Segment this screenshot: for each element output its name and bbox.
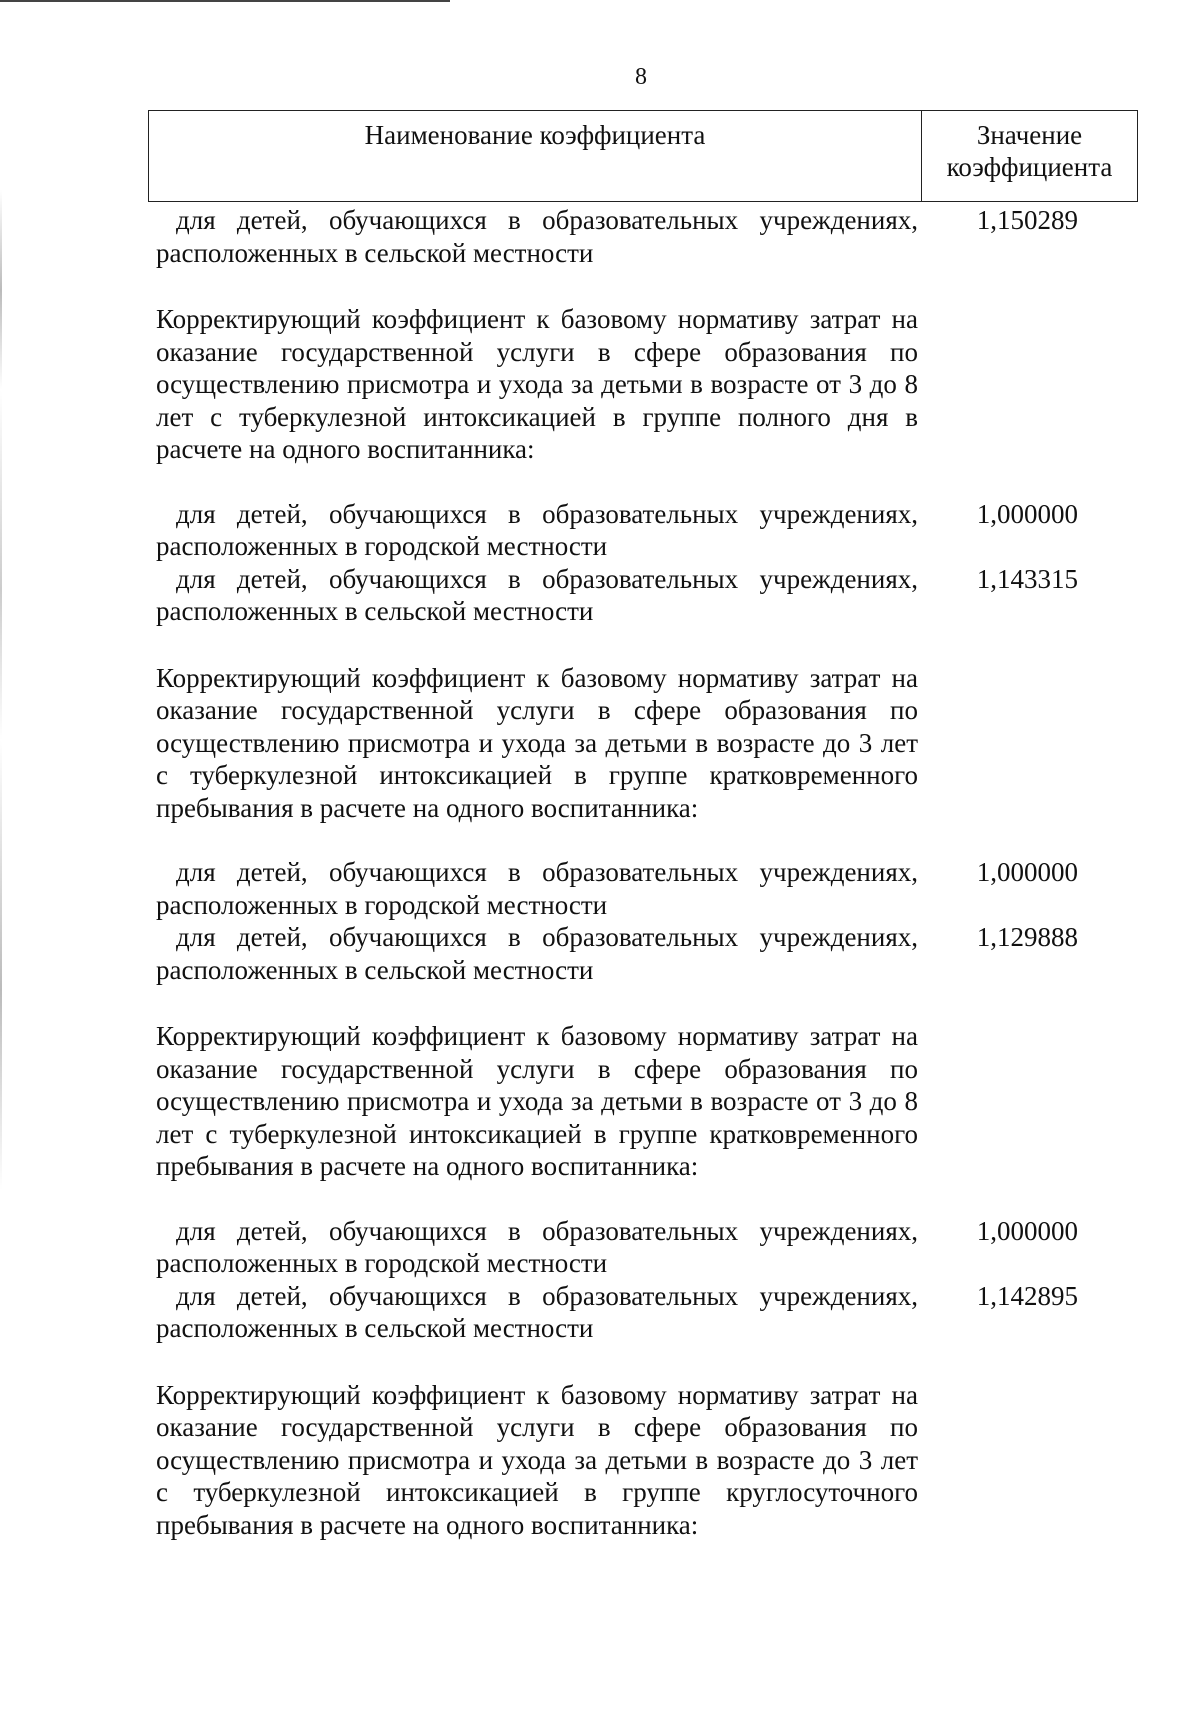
document-body xyxy=(156,204,1146,1541)
row-value: 1,129888 xyxy=(976,922,1078,952)
row-value: 1,000000 xyxy=(976,857,1078,887)
row-description: для детей, обучающихся в образовательных учреждениях, расположенных в городской местности xyxy=(156,498,918,561)
section-heading: Корректирующий коэффициент к базовому нормативу затрат на оказание государственной услуги в сфере образования по осуществлению присмотра и ухода за детьми в возрасте от 3 до 8 лет с туберкулезной интоксикацией в группе полного дня в расчете на одного воспитанника: xyxy=(156,304,918,464)
row-description: для детей, обучающихся в образовательных учреждениях, расположенных в сельской местности xyxy=(156,922,918,985)
scan-artifact-line xyxy=(0,0,450,2)
coefficient-row xyxy=(156,563,1146,628)
row-value: 1,000000 xyxy=(976,498,1078,529)
scan-edge-artifact xyxy=(0,190,2,1190)
section-heading: Корректирующий коэффициент к базовому нормативу затрат на оказание государственной услуги в сфере образования по осуществлению присмотра и ухода за детьми в возрасте от 3 до 8 лет с туберкулезной интоксикацией в группе кратковременного пребывания в расчете на одного воспитанника: xyxy=(156,1021,918,1181)
row-description: для детей, обучающихся в образовательных учреждениях, расположенных в сельской местности xyxy=(156,563,918,626)
coefficient-row xyxy=(156,1215,1146,1280)
coefficient-row xyxy=(156,498,1146,563)
section-heading: Корректирующий коэффициент к базовому нормативу затрат на оказание государственной услуги в сфере образования по осуществлению присмотра и ухода за детьми в возрасте до 3 лет с туберкулезной интоксикацией в группе кратковременного пребывания в расчете на одного воспитанника: xyxy=(156,662,918,823)
coefficient-row xyxy=(156,204,1146,269)
row-value: 1,150289 xyxy=(976,205,1078,235)
coefficient-row xyxy=(156,1280,1146,1345)
row-description: для детей, обучающихся в образовательных учреждениях, расположенных в городской местности xyxy=(156,857,918,920)
row-description: для детей, обучающихся в образовательных учреждениях, расположенных в сельской местности xyxy=(156,205,918,268)
row-value: 1,143315 xyxy=(976,563,1078,594)
row-description: для детей, обучающихся в образовательных учреждениях, расположенных в городской местности xyxy=(156,1215,918,1278)
header-value-line1: Значение xyxy=(976,120,1083,150)
page-number: 8 xyxy=(635,64,647,90)
header-name-column: Наименование коэффициента xyxy=(149,111,922,201)
coefficient-row xyxy=(156,921,1146,986)
header-value-column xyxy=(922,111,1137,201)
row-description: для детей, обучающихся в образовательных учреждениях, расположенных в сельской местности xyxy=(156,1280,918,1343)
row-value: 1,000000 xyxy=(976,1215,1078,1246)
section-heading: Корректирующий коэффициент к базовому нормативу затрат на оказание государственной услуги в сфере образования по осуществлению присмотра и ухода за детьми в возрасте до 3 лет с туберкулезной интоксикацией в группе круглосуточного пребывания в расчете на одного воспитанника: xyxy=(156,1379,918,1540)
table-header xyxy=(148,110,1138,202)
row-value: 1,142895 xyxy=(976,1280,1078,1311)
header-value-line2: коэффициента xyxy=(946,152,1113,182)
coefficient-row xyxy=(156,856,1146,921)
